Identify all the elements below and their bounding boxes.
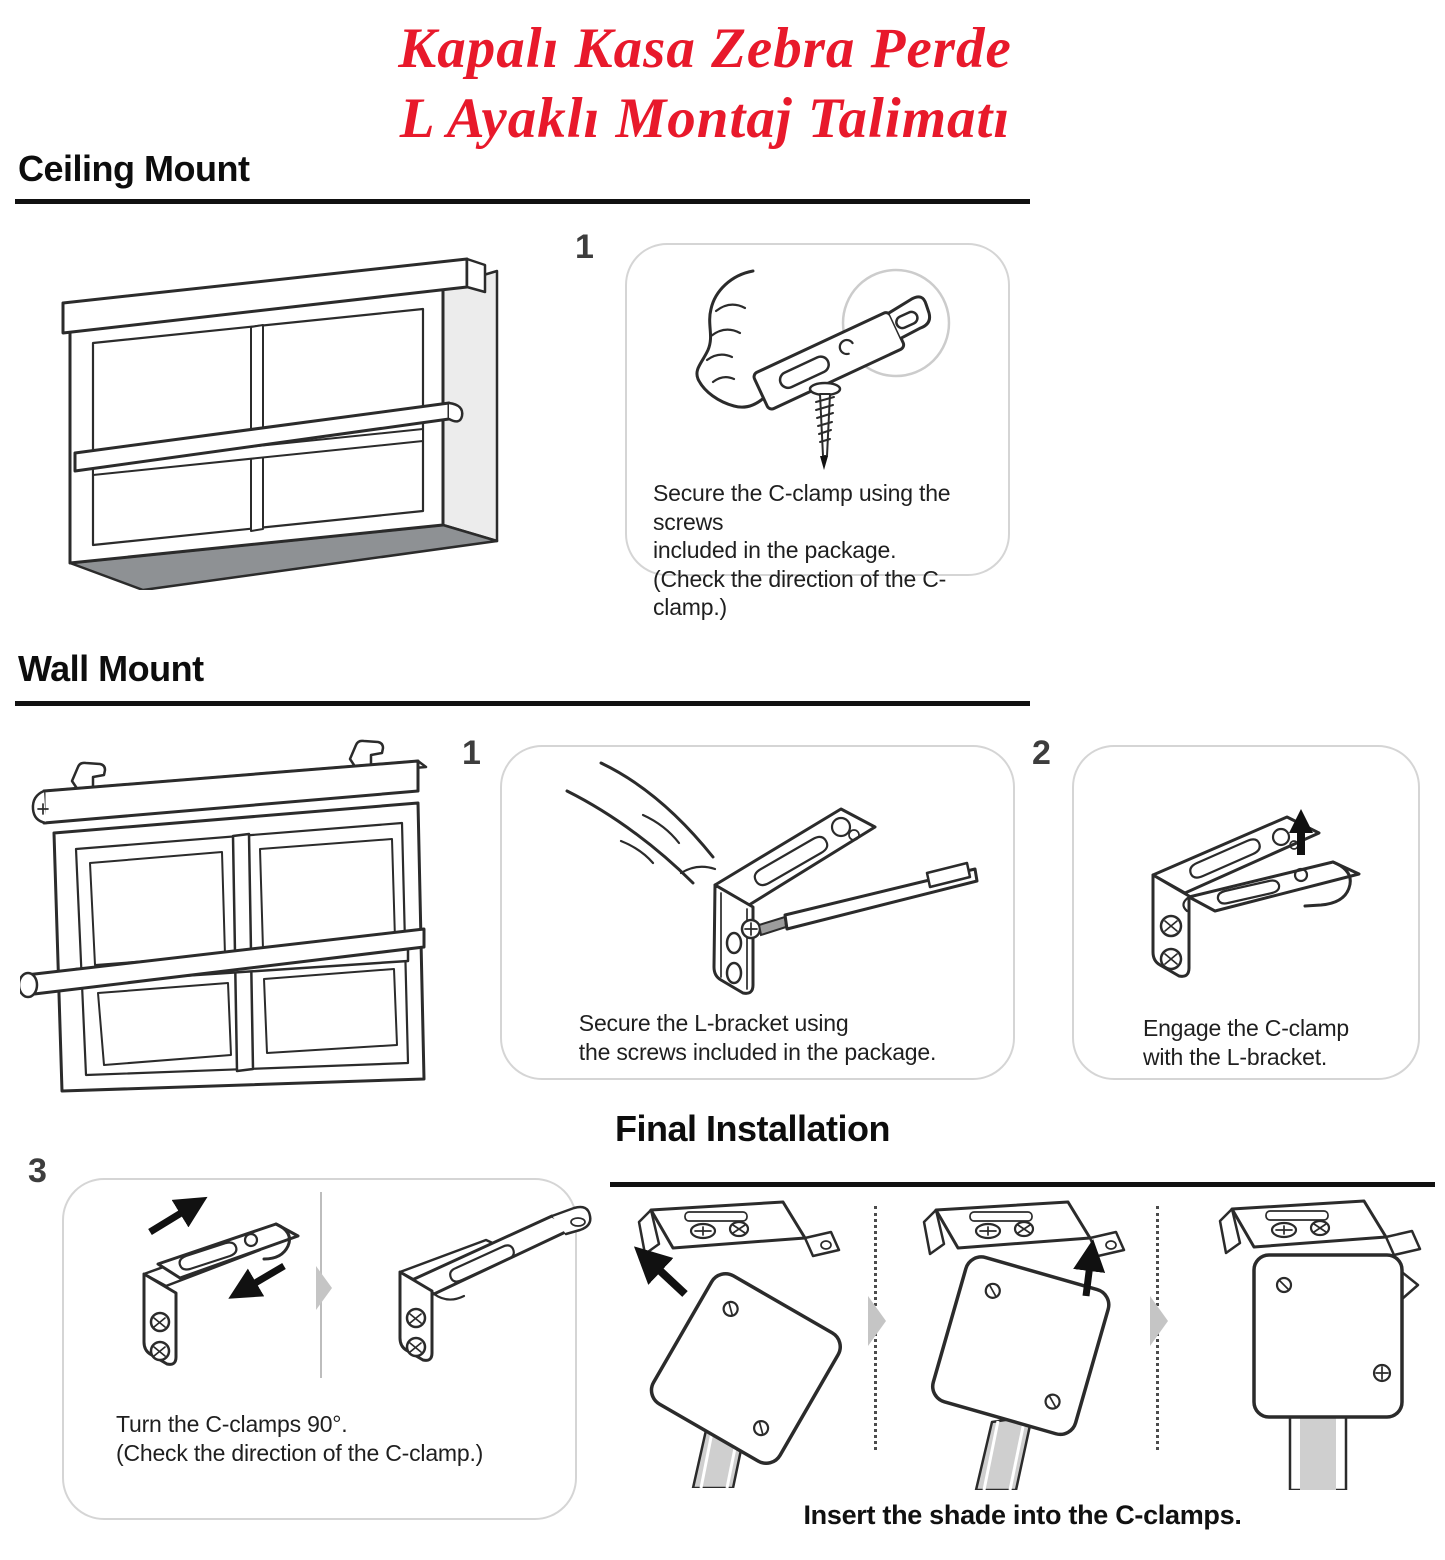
final-installation-divider	[610, 1182, 1435, 1187]
shade-cassette	[1254, 1255, 1402, 1417]
final-step3-number: 3	[28, 1152, 47, 1190]
wall-step2-caption-line2: with the L-bracket.	[1142, 1043, 1328, 1070]
hand-illustration	[696, 271, 766, 407]
shade-cassette	[646, 1268, 846, 1469]
chevron-right-icon	[866, 1296, 888, 1346]
c-clamp-illustration	[651, 1202, 805, 1248]
chevron-right-icon	[1148, 1296, 1170, 1346]
chevron-right-icon	[314, 1266, 334, 1310]
wall-step1-number: 1	[462, 734, 481, 772]
ceiling-step1-caption-line1: Secure the C-clamp using the screws	[653, 480, 951, 535]
turn-c-clamp-after-illustration	[346, 1184, 596, 1400]
wall-step2-number: 2	[1032, 734, 1051, 772]
c-clamp-illustration	[936, 1202, 1090, 1248]
c-clamp-illustration	[412, 1216, 574, 1294]
final-step3-box	[62, 1178, 577, 1520]
ceiling-window-illustration	[45, 245, 550, 590]
final-step3-caption-line2: (Check the direction of the C-clamp.)	[116, 1439, 484, 1466]
ceiling-mount-divider	[15, 199, 1030, 204]
wall-step2-box	[1072, 745, 1420, 1080]
insert-shade-stage2-illustration	[890, 1198, 1145, 1490]
ceiling-step1-number: 1	[575, 228, 594, 266]
rotate-arrow-icon	[150, 1210, 186, 1232]
l-bracket-screwdriver-illustration	[523, 757, 993, 1007]
wall-step1-box	[500, 745, 1015, 1080]
insert-shade-stage1-illustration	[615, 1198, 865, 1488]
ceiling-step1-caption-line2: included in the package.	[653, 537, 897, 563]
c-clamp-screw-illustration	[653, 259, 983, 477]
ceiling-step1-caption-line3: (Check the direction of the C-clamp.)	[653, 565, 947, 620]
final-installation-caption: Insert the shade into the C-clamps.	[803, 1500, 1242, 1530]
page-title	[0, 14, 1410, 154]
ceiling-mount-heading: Ceiling Mount	[18, 148, 250, 189]
insert-arrow-icon	[655, 1266, 685, 1294]
page-title-line2: L Ayaklı Montaj Talimatı	[399, 87, 1011, 150]
insert-arrow-icon	[1086, 1264, 1090, 1296]
ceiling-step1-box	[625, 243, 1010, 620]
final-installation-heading: Final Installation	[615, 1108, 891, 1149]
rotate-arrow-icon	[250, 1266, 284, 1286]
c-clamp-illustration	[1232, 1201, 1386, 1247]
wall-step2-caption-line1: Engage the C-clamp	[1142, 1015, 1350, 1041]
page-title-line1: Kapalı Kasa Zebra Perde	[398, 17, 1012, 80]
engage-c-clamp-illustration	[1091, 763, 1401, 1008]
wall-mount-divider	[15, 701, 1030, 706]
wall-step1-caption-line1: Secure the L-bracket using	[578, 1010, 849, 1036]
final-step3-caption-line1: Turn the C-clamps 90°.	[116, 1411, 348, 1437]
turn-c-clamp-before-illustration	[88, 1190, 313, 1400]
wall-mount-heading: Wall Mount	[18, 648, 204, 689]
insert-shade-stage3-illustration	[1192, 1195, 1442, 1490]
hand-illustration	[601, 763, 713, 857]
wall-window-illustration	[20, 735, 445, 1095]
wall-step1-caption-line2: the screws included in the package.	[578, 1038, 937, 1065]
